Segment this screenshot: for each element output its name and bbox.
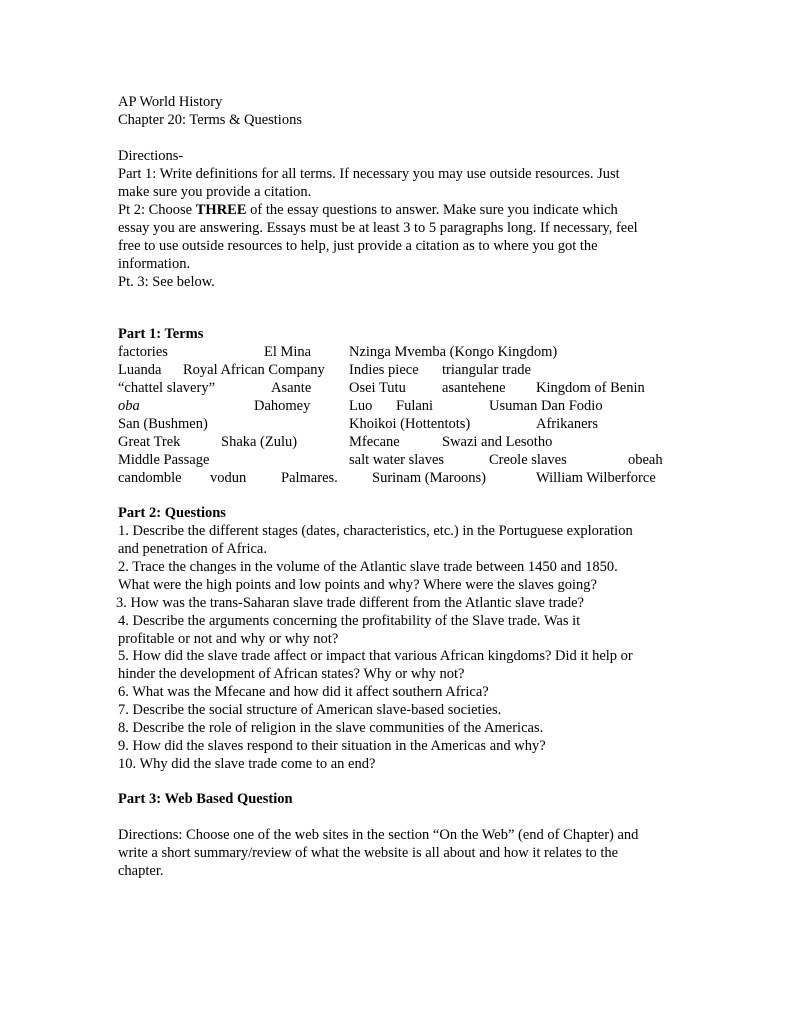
question-2-line1: 2. Trace the changes in the volume of the Atlantic slave trade between 1450 and 1850. <box>118 559 618 575</box>
term-el-mina: El Mina <box>264 344 312 360</box>
question-4-line1: 4. Describe the arguments concerning the profitability of the Slave trade. Was it <box>118 613 581 629</box>
question-7: 7. Describe the social structure of American slave-based societies. <box>118 702 502 718</box>
term-great-trek: Great Trek <box>118 434 181 450</box>
term-mfecane: Mfecane <box>349 434 400 450</box>
term-royal-african-company: Royal African Company <box>183 362 325 378</box>
term-palmares: Palmares. <box>281 470 338 486</box>
term-luo: Luo <box>349 398 373 414</box>
course-title: AP World History <box>118 94 223 110</box>
term-osei-tutu: Osei Tutu <box>349 380 406 396</box>
directions-part2-post: of the essay questions to answer. Make sure you indicate which <box>246 202 618 218</box>
term-factories: factories <box>118 344 168 360</box>
directions-part2-line3: free to use outside resources to help, just provide a citation as to where you got the <box>118 238 598 254</box>
term-nzinga: Nzinga Mvemba (Kongo Kingdom) <box>349 344 558 360</box>
term-obeah: obeah <box>628 452 663 468</box>
term-oba: oba <box>118 398 140 414</box>
term-salt-water-slaves: salt water slaves <box>349 452 445 468</box>
part2-heading: Part 2: Questions <box>118 505 226 521</box>
question-1-line2: and penetration of Africa. <box>118 541 267 557</box>
chapter-title: Chapter 20: Terms & Questions <box>118 112 302 128</box>
question-6: 6. What was the Mfecane and how did it affect southern Africa? <box>118 684 489 700</box>
term-middle-passage: Middle Passage <box>118 452 210 468</box>
term-indies-piece: Indies piece <box>349 362 419 378</box>
term-fulani: Fulani <box>396 398 434 414</box>
directions-part2-emphasis: THREE <box>195 202 247 218</box>
part3-line3: chapter. <box>118 863 164 879</box>
directions-part3: Pt. 3: See below. <box>118 274 215 290</box>
directions-part1-line1: Part 1: Write definitions for all terms. If necessary you may use outside resources. Just <box>118 166 620 182</box>
question-10: 10. Why did the slave trade come to an end? <box>118 756 376 772</box>
term-khoikoi: Khoikoi (Hottentots) <box>349 416 471 432</box>
directions-label: Directions- <box>118 148 184 164</box>
question-8: 8. Describe the role of religion in the slave communities of the Americas. <box>118 720 544 736</box>
directions-part2-line2: essay you are answering. Essays must be at least 3 to 5 paragraphs long. If necessary, feel <box>118 220 638 236</box>
part1-heading: Part 1: Terms <box>118 326 204 342</box>
term-shaka: Shaka (Zulu) <box>221 434 298 450</box>
question-5-line1: 5. How did the slave trade affect or impact that various African kingdoms? Did it help or <box>118 648 633 664</box>
term-creole-slaves: Creole slaves <box>489 452 567 468</box>
directions-part1-line2: make sure you provide a citation. <box>118 184 312 200</box>
term-kingdom-of-benin: Kingdom of Benin <box>536 380 645 396</box>
term-vodun: vodun <box>210 470 247 486</box>
question-2-line2: What were the high points and low points and why? Where were the slaves going? <box>118 577 597 593</box>
term-asantehene: asantehene <box>442 380 506 396</box>
part3-heading: Part 3: Web Based Question <box>118 791 293 807</box>
question-1-line1: 1. Describe the different stages (dates, characteristics, etc.) in the Portuguese exploration <box>118 523 633 539</box>
term-triangular-trade: triangular trade <box>442 362 531 378</box>
term-chattel-slavery: “chattel slavery” <box>118 380 216 396</box>
question-9: 9. How did the slaves respond to their situation in the Americas and why? <box>118 738 546 754</box>
question-3: 3. How was the trans-Saharan slave trade different from the Atlantic slave trade? <box>116 595 584 611</box>
part3-line2: write a short summary/review of what the website is all about and how it relates to the <box>118 845 619 861</box>
part3-line1: Directions: Choose one of the web sites in the section “On the Web” (end of Chapter) and <box>118 827 639 843</box>
term-afrikaners: Afrikaners <box>536 416 599 432</box>
term-swazi-lesotho: Swazi and Lesotho <box>442 434 553 450</box>
directions-part2-line1 <box>118 201 618 219</box>
term-san: San (Bushmen) <box>118 416 208 432</box>
term-luanda: Luanda <box>118 362 162 378</box>
term-usuman-dan-fodio: Usuman Dan Fodio <box>489 398 603 414</box>
directions-part2-pre: Pt 2: Choose <box>118 202 196 218</box>
question-4-line2: profitable or not and why or why not? <box>118 631 339 647</box>
term-candomble: candomble <box>118 470 182 486</box>
term-surinam: Surinam (Maroons) <box>372 470 486 486</box>
directions-part2-line4: information. <box>118 256 191 272</box>
question-5-line2: hinder the development of African states? Why or why not? <box>118 666 465 682</box>
term-dahomey: Dahomey <box>254 398 311 414</box>
term-william-wilberforce: William Wilberforce <box>536 470 656 486</box>
term-asante: Asante <box>271 380 312 396</box>
